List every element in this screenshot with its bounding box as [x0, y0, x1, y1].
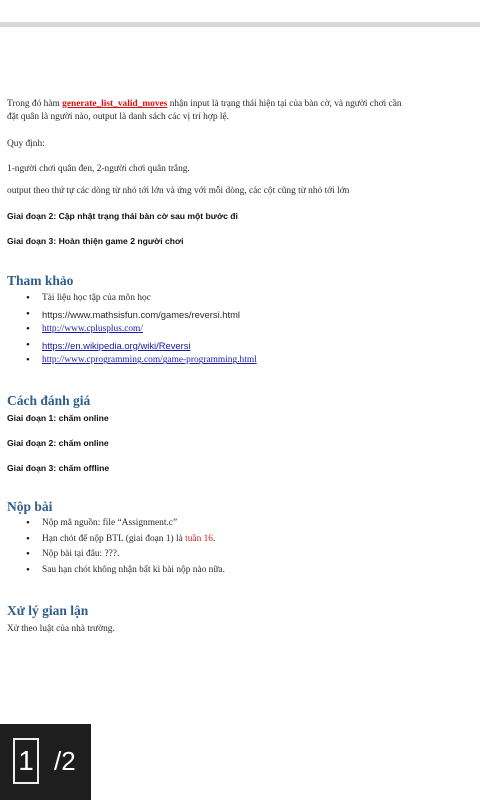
rules-title: Quy định:: [7, 139, 45, 149]
references-heading: Tham khảo: [7, 273, 74, 288]
submission-text: Nộp mã nguồn: file “Assignment.c”: [42, 518, 178, 528]
reference-text: Tài liệu học tập của môn học: [42, 293, 151, 303]
reference-item: [26, 291, 257, 307]
rules-output: output theo thứ tự các dòng từ nhỏ tới lớn và ứng với mỗi dòng, các cột cũng từ nhỏ tới lớn: [7, 186, 350, 196]
reference-url[interactable]: https://www.mathsisfun.com/games/reversi.html: [42, 308, 240, 320]
evaluation-stage-3: Giai đoạn 3: chấm offline: [7, 463, 110, 473]
current-page-box[interactable]: 1: [13, 738, 39, 784]
total-pages: /2: [54, 746, 76, 776]
references-list: [26, 291, 257, 369]
reference-link[interactable]: http://www.cprogramming.com/game-programming.html: [42, 355, 257, 366]
reference-item: [26, 307, 257, 323]
function-name: generate_list_valid_moves: [62, 99, 168, 109]
evaluation-heading: Cách đánh giá: [7, 393, 91, 408]
submission-text: Hạn chót để nộp BTL (giai đoạn 1) là: [42, 533, 186, 544]
intro-line-2: đặt quân là người nào, output là danh sách các vị trí hợp lệ.: [7, 112, 229, 122]
evaluation-stage-1: Giai đoạn 1: chấm online: [7, 413, 109, 423]
reference-item: [26, 338, 257, 354]
submission-item: [26, 563, 225, 579]
deadline-text: tuần 16: [185, 533, 213, 544]
fraud-heading: Xử lý gian lận: [7, 603, 89, 618]
submission-item: [26, 532, 225, 548]
intro-pre: Trong đó hàm: [7, 99, 63, 109]
submission-item: [26, 547, 225, 563]
submission-text: .: [212, 533, 216, 544]
submission-text: Sau hạn chót không nhận bất kì bài nộp nào nữa.: [42, 564, 225, 575]
evaluation-stage-2: Giai đoạn 2: chấm online: [7, 438, 109, 448]
fraud-text: Xử theo luật của nhà trường.: [7, 624, 115, 634]
submission-text: Nộp bài tại đâu: ???.: [42, 549, 120, 560]
intro-post: nhận input là trạng thái hiện tại của bàn cờ, và người chơi cần: [167, 99, 402, 109]
stage-3-title: Giai đoạn 3: Hoàn thiện game 2 người chơi: [7, 236, 184, 246]
submission-item: [26, 516, 225, 532]
stage-2-title: Giai đoạn 2: Cập nhật trạng thái bàn cờ sau một bước đi: [7, 211, 238, 221]
reference-link[interactable]: http://www.cplusplus.com/: [42, 324, 143, 335]
rules-players: 1-người chơi quân đen, 2-người chơi quân trắng.: [7, 164, 190, 174]
reference-link[interactable]: https://en.wikipedia.org/wiki/Reversi: [42, 339, 191, 351]
reference-item: [26, 322, 257, 338]
intro-line-1: [7, 98, 402, 111]
top-divider: [0, 22, 480, 27]
reference-item: [26, 353, 257, 369]
submission-list: [26, 516, 225, 578]
submission-heading: Nộp bài: [7, 499, 53, 514]
page-indicator[interactable]: [0, 724, 91, 800]
